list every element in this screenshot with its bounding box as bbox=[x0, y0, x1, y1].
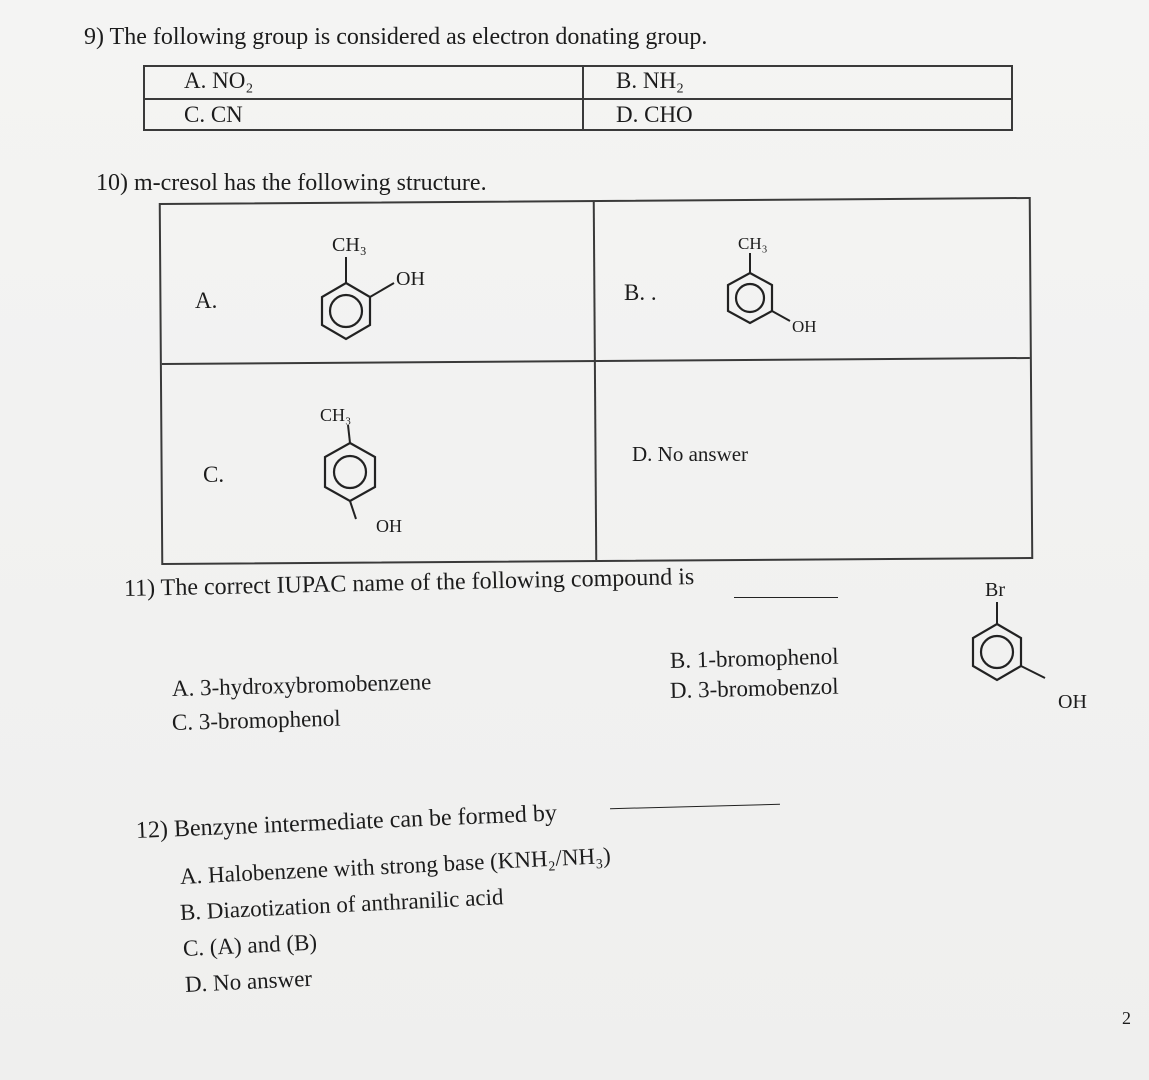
answer-blank[interactable] bbox=[734, 597, 838, 598]
oh-label: OH bbox=[376, 516, 402, 536]
question-11-option-b[interactable]: B. 1-bromophenol bbox=[669, 643, 839, 673]
question-10-option-a-label[interactable]: A. bbox=[195, 288, 218, 313]
question-11-text: 11) The correct IUPAC name of the following compound is bbox=[123, 564, 695, 602]
question-9-option-d[interactable]: D. CHO bbox=[616, 102, 693, 127]
question-9-option-b[interactable]: B. NH₂ bbox=[616, 68, 685, 93]
question-10-option-d-label[interactable]: D. No answer bbox=[632, 442, 749, 466]
question-9-option-c[interactable]: C. CN bbox=[184, 102, 243, 127]
question-10-option-b-label[interactable]: B. . bbox=[624, 280, 657, 305]
ch3-label: CH₃ bbox=[332, 234, 367, 256]
oh-label: OH bbox=[396, 268, 425, 290]
table-divider bbox=[593, 202, 597, 560]
question-12-text: 12) Benzyne intermediate can be formed by bbox=[135, 800, 558, 844]
structure-c-para-cresol bbox=[300, 395, 410, 545]
question-11-option-a[interactable]: A. 3-hydroxybromobenzene bbox=[171, 669, 432, 701]
question-9-option-a[interactable]: A. NO₂ bbox=[184, 68, 254, 93]
ch3-label: CH₃ bbox=[738, 234, 768, 253]
structure-b-meta-cresol bbox=[700, 225, 840, 345]
question-9-options-table bbox=[143, 65, 1013, 131]
ch3-label: CH₃ bbox=[320, 405, 352, 425]
question-12-option-b[interactable]: B. Diazotization of anthranilic acid bbox=[179, 884, 504, 925]
question-10-option-c-label[interactable]: C. bbox=[203, 462, 225, 487]
table-divider bbox=[145, 98, 1011, 100]
answer-blank[interactable] bbox=[610, 804, 780, 809]
question-9-text: 9) The following group is considered as electron donating group. bbox=[84, 24, 708, 50]
question-12-option-c[interactable]: C. (A) and (B) bbox=[182, 929, 318, 961]
page-number: 2 bbox=[1122, 1008, 1131, 1028]
question-11-option-c[interactable]: C. 3-bromophenol bbox=[171, 705, 341, 735]
structure-3-bromophenol bbox=[955, 572, 1105, 722]
structure-a-ortho-cresol bbox=[290, 225, 440, 355]
question-12-option-a[interactable]: A. Halobenzene with strong base (KNH₂/NH₃) bbox=[179, 842, 612, 889]
question-10-text: 10) m-cresol has the following structure. bbox=[96, 170, 487, 196]
br-label: Br bbox=[985, 579, 1005, 601]
oh-label: OH bbox=[792, 317, 817, 336]
question-12-option-d[interactable]: D. No answer bbox=[184, 965, 313, 997]
oh-label: OH bbox=[1058, 691, 1087, 713]
question-11-option-d[interactable]: D. 3-bromobenzol bbox=[669, 673, 839, 703]
